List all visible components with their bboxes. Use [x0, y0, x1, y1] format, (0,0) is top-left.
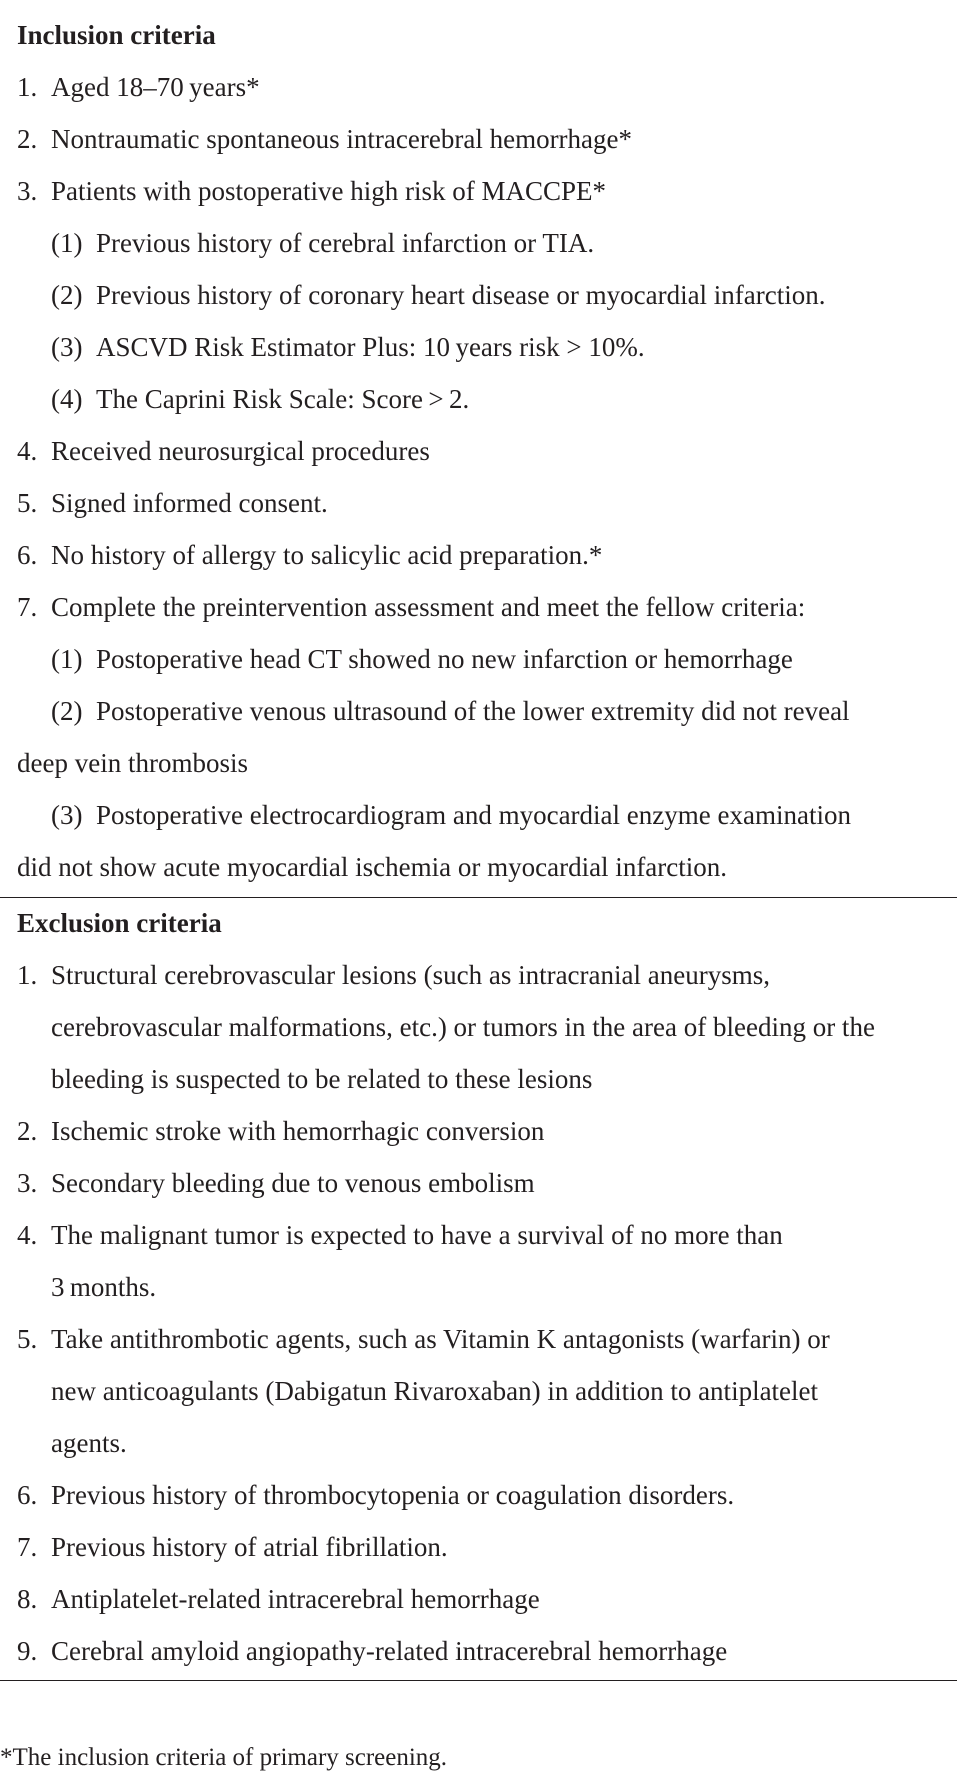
- item-text-line: Take antithrombotic agents, such as Vitamin K antagonists (warfarin) or: [51, 1324, 830, 1354]
- item-number: 4.: [17, 1220, 38, 1250]
- subitem-text: Previous history of coronary heart disease or myocardial infarction.: [96, 280, 826, 310]
- item-number: 3.: [17, 1168, 38, 1198]
- subitem-number: (2): [51, 696, 83, 726]
- inclusion-heading: Inclusion criteria: [17, 20, 216, 50]
- item-number: 8.: [17, 1584, 38, 1614]
- item-number: 2.: [17, 124, 38, 154]
- subitem-text: Postoperative venous ultrasound of the lower extremity did not reveal: [96, 696, 850, 726]
- subitem-text: Postoperative head CT showed no new infarction or hemorrhage: [96, 644, 793, 674]
- subitem-number: (3): [51, 800, 83, 830]
- item-text-line: Cerebral amyloid angiopathy-related intracerebral hemorrhage: [51, 1636, 728, 1666]
- item-number: 5.: [17, 1324, 38, 1354]
- item-number: 6.: [17, 540, 38, 570]
- item-number: 5.: [17, 488, 38, 518]
- item-text: No history of allergy to salicylic acid preparation.*: [51, 540, 603, 570]
- item-number: 7.: [17, 1532, 38, 1562]
- item-text-line: Ischemic stroke with hemorrhagic conversion: [51, 1116, 545, 1146]
- item-text-line: The malignant tumor is expected to have a survival of no more than: [51, 1220, 783, 1250]
- item-text-line: agents.: [51, 1428, 127, 1458]
- item-text-line: bleeding is suspected to be related to these lesions: [51, 1064, 593, 1094]
- item-text-line: cerebrovascular malformations, etc.) or tumors in the area of bleeding or the: [51, 1012, 875, 1042]
- item-number: 2.: [17, 1116, 38, 1146]
- subitem-number: (1): [51, 228, 83, 258]
- item-number: 3.: [17, 176, 38, 206]
- item-number: 7.: [17, 592, 38, 622]
- item-number: 6.: [17, 1480, 38, 1510]
- subitem-number: (4): [51, 384, 83, 414]
- item-text: Signed informed consent.: [51, 488, 328, 518]
- item-text: Received neurosurgical procedures: [51, 436, 430, 466]
- item-number: 9.: [17, 1636, 38, 1666]
- table-bottom-rule: [0, 1680, 957, 1681]
- item-text-line: Previous history of atrial fibrillation.: [51, 1532, 448, 1562]
- item-text: Complete the preintervention assessment and meet the fellow criteria:: [51, 592, 806, 622]
- item-text-line: Secondary bleeding due to venous embolism: [51, 1168, 535, 1198]
- subitem-text: Previous history of cerebral infarction or TIA.: [96, 228, 595, 258]
- table-footnote: *The inclusion criteria of primary screening.: [0, 1744, 448, 1771]
- item-number: 1.: [17, 960, 38, 990]
- subitem-number: (1): [51, 644, 83, 674]
- subitem-text-continued: did not show acute myocardial ischemia or myocardial infarction.: [17, 852, 728, 882]
- item-number: 4.: [17, 436, 38, 466]
- item-text-line: new anticoagulants (Dabigatun Rivaroxaban) in addition to antiplatelet: [51, 1376, 819, 1406]
- item-text: Patients with postoperative high risk of MACCPE*: [51, 176, 606, 206]
- item-text-line: 3 months.: [51, 1272, 157, 1302]
- item-text-line: Antiplatelet-related intracerebral hemorrhage: [51, 1584, 540, 1614]
- subitem-text: The Caprini Risk Scale: Score > 2.: [96, 384, 470, 414]
- item-number: 1.: [17, 72, 38, 102]
- item-text: Nontraumatic spontaneous intracerebral hemorrhage*: [51, 124, 633, 154]
- section-divider: [0, 897, 957, 898]
- item-text-line: Structural cerebrovascular lesions (such as intracranial aneurysms,: [51, 960, 770, 990]
- exclusion-heading: Exclusion criteria: [17, 908, 222, 938]
- subitem-number: (3): [51, 332, 83, 362]
- item-text-line: Previous history of thrombocytopenia or coagulation disorders.: [51, 1480, 735, 1510]
- subitem-text: Postoperative electrocardiogram and myocardial enzyme examination: [96, 800, 851, 830]
- subitem-number: (2): [51, 280, 83, 310]
- subitem-text-continued: deep vein thrombosis: [17, 748, 248, 778]
- subitem-text: ASCVD Risk Estimator Plus: 10 years risk > 10%.: [96, 332, 645, 362]
- item-text: Aged 18–70 years*: [51, 72, 260, 102]
